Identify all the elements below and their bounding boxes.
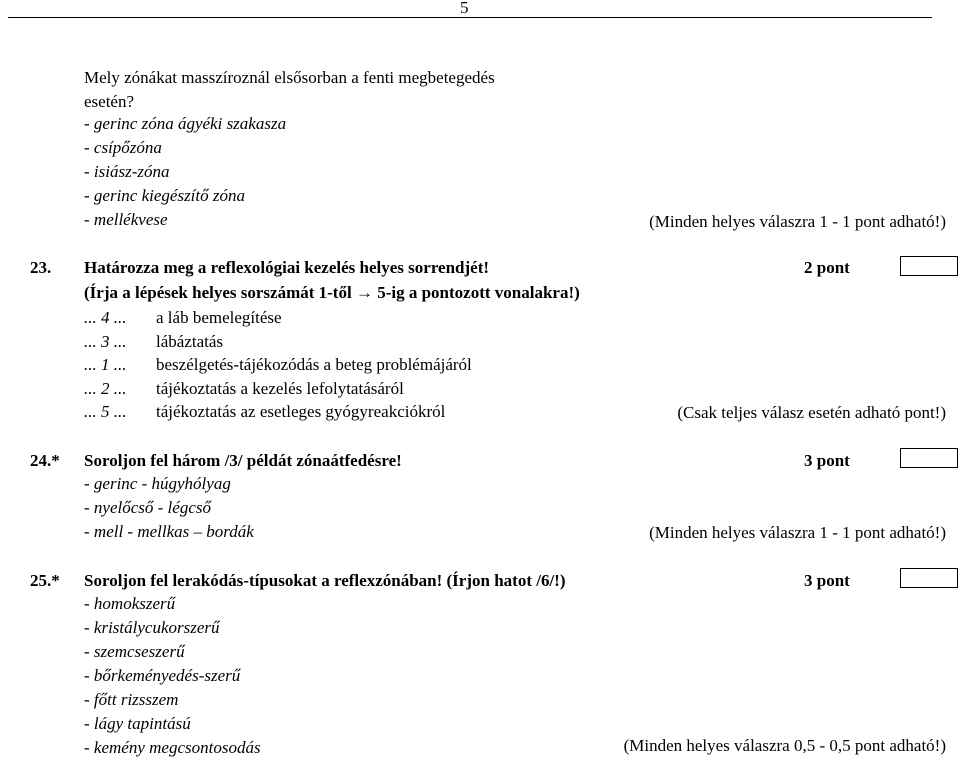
list-item xyxy=(84,330,224,354)
list-item: - kemény megcsontosodás xyxy=(84,738,261,757)
list-item: - bőrkeményedés-szerű xyxy=(84,666,241,685)
intro-question-line1: Mely zónákat masszíroznál elsősorban a fenti megbetegedés xyxy=(84,68,495,87)
q24-scoring-note: (Minden helyes válaszra 1 - 1 pont adható!) xyxy=(649,523,946,542)
list-item xyxy=(84,353,472,377)
intro-scoring-note: (Minden helyes válaszra 1 - 1 pont adható!) xyxy=(649,212,946,231)
q23-number: 23. xyxy=(30,258,52,277)
list-item: - isiász-zóna xyxy=(84,162,170,181)
q23-scoring-note: (Csak teljes válasz esetén adható pont!) xyxy=(677,403,946,422)
step-text: tájékoztatás az esetleges gyógyreakciókról xyxy=(156,402,446,421)
q24-question: Soroljon fel három /3/ példát zónaátfedésre! xyxy=(84,451,402,470)
list-item: - gerinc - húgyhólyag xyxy=(84,474,231,493)
q25-answer-list xyxy=(84,592,261,760)
q23-score-box xyxy=(900,256,958,276)
q23-points: 2 pont xyxy=(804,258,850,277)
step-text: lábáztatás xyxy=(156,331,224,351)
list-item: - mell - mellkas – bordák xyxy=(84,522,254,541)
q24-number: 24.* xyxy=(30,451,60,470)
intro-answer-list xyxy=(84,112,286,232)
q25-question: Soroljon fel lerakódás-típusokat a reflexzónában! (Írjon hatot /6/!) xyxy=(84,571,566,590)
step-number: ... 3 ... xyxy=(84,331,127,351)
step-number: ... 2 ... xyxy=(84,378,127,398)
list-item xyxy=(84,377,404,401)
page-number: 5 xyxy=(460,0,469,17)
q24-answer-list xyxy=(84,472,254,544)
step-number: ... 5 ... xyxy=(84,402,127,421)
q24-points: 3 pont xyxy=(804,451,850,470)
header-rule xyxy=(8,17,932,18)
list-item: - főtt rizsszem xyxy=(84,690,179,709)
step-text: a láb bemelegítése xyxy=(156,308,282,327)
q23-instruction: (Írja a lépések helyes sorszámát 1-től → 5-ig a pontozott vonalakra!) xyxy=(84,283,580,302)
step-text: beszélgetés-tájékozódás a beteg problémájáról xyxy=(156,355,472,374)
list-item xyxy=(84,400,446,424)
q23-question: Határozza meg a reflexológiai kezelés helyes sorrendjét! xyxy=(84,258,490,277)
list-item: - kristálycukorszerű xyxy=(84,618,220,637)
list-item xyxy=(84,306,282,330)
list-item: - mellékvese xyxy=(84,210,168,229)
q25-points: 3 pont xyxy=(804,571,850,590)
list-item: - gerinc kiegészítő zóna xyxy=(84,186,245,205)
list-item: - szemcseszerű xyxy=(84,642,185,661)
q23-step-list xyxy=(84,306,472,424)
step-text: tájékoztatás a kezelés lefolytatásáról xyxy=(156,378,404,398)
q25-score-box xyxy=(900,568,958,588)
list-item: - homokszerű xyxy=(84,594,176,613)
step-number: ... 4 ... xyxy=(84,308,127,327)
list-item: - lágy tapintású xyxy=(84,714,191,733)
list-item: - gerinc zóna ágyéki szakasza xyxy=(84,114,287,133)
q25-number: 25.* xyxy=(30,571,60,590)
q24-score-box xyxy=(900,448,958,468)
step-number: ... 1 ... xyxy=(84,355,127,374)
list-item: - csípőzóna xyxy=(84,138,162,157)
list-item: - nyelőcső - légcső xyxy=(84,498,211,517)
q25-scoring-note: (Minden helyes válaszra 0,5 - 0,5 pont adható!) xyxy=(623,736,946,755)
intro-question-line2: esetén? xyxy=(84,92,135,111)
